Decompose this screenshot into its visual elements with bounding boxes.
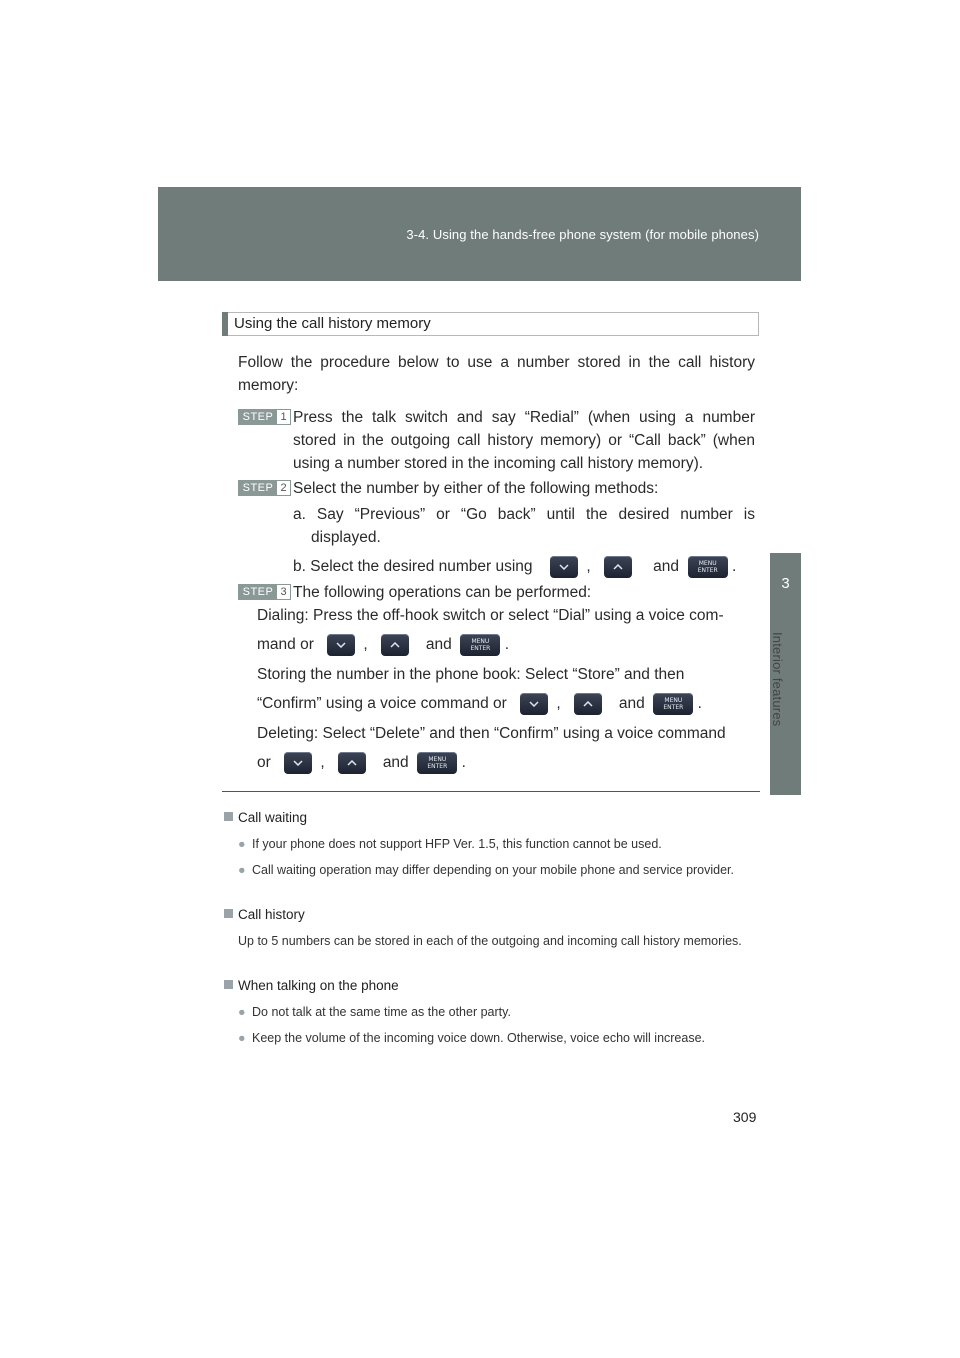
chevron-up-icon bbox=[604, 556, 632, 578]
menu-enter-icon: MENU ENTER bbox=[688, 556, 728, 578]
storing-line-2-text: “Confirm” using a voice command or bbox=[257, 695, 507, 713]
chapter-header bbox=[158, 187, 801, 281]
storing-line-1: Storing the number in the phone book: Select “Store” and then bbox=[257, 666, 685, 683]
and-word: and bbox=[425, 636, 452, 654]
section-divider bbox=[222, 791, 760, 792]
step-3-text: The following operations can be performed: bbox=[293, 584, 592, 601]
bullet-dot-icon: ● bbox=[238, 1031, 246, 1045]
section-title: Using the call history memory bbox=[234, 315, 431, 332]
note-bullet-text: Keep the volume of the incoming voice down. Otherwise, voice echo will increase. bbox=[252, 1031, 706, 1045]
bullet-dot-icon: ● bbox=[238, 837, 246, 851]
dialing-line-2-text: mand or bbox=[257, 636, 314, 654]
note-bullet bbox=[238, 1029, 755, 1048]
menu-enter-icon: MENU ENTER bbox=[653, 693, 693, 715]
period: . bbox=[504, 636, 510, 654]
and-word: and bbox=[653, 558, 680, 576]
step-number: 3 bbox=[277, 585, 290, 599]
note-heading-talking: When talking on the phone bbox=[224, 978, 399, 993]
note-bullet bbox=[238, 1003, 755, 1022]
step-badge-1 bbox=[238, 409, 291, 425]
step-number: 1 bbox=[277, 410, 290, 424]
chevron-up-icon bbox=[381, 634, 409, 656]
section-accent bbox=[222, 312, 228, 336]
square-bullet-icon bbox=[224, 812, 233, 821]
chevron-down-icon bbox=[550, 556, 578, 578]
note-heading-call-waiting: Call waiting bbox=[224, 810, 307, 825]
deleting-line-2 bbox=[257, 752, 466, 774]
note-bullet-text: Do not talk at the same time as the other party. bbox=[252, 1005, 511, 1019]
chapter-number: 3 bbox=[781, 575, 790, 592]
menu-enter-icon: MENU ENTER bbox=[417, 752, 457, 774]
menu-enter-icon: MENU ENTER bbox=[460, 634, 500, 656]
square-bullet-icon bbox=[224, 909, 233, 918]
note-bullet-text: Call waiting operation may differ depending on your mobile phone and service provider. bbox=[252, 863, 735, 877]
deleting-line-2-text: or bbox=[257, 754, 271, 772]
comma: , bbox=[556, 695, 561, 713]
section-title-bar bbox=[222, 312, 759, 336]
step-badge-3 bbox=[238, 584, 291, 600]
period: . bbox=[697, 695, 702, 713]
step-badge-2 bbox=[238, 480, 291, 496]
note-bullet-text: If your phone does not support HFP Ver. 1.5, this function cannot be used. bbox=[252, 837, 662, 851]
square-bullet-icon bbox=[224, 980, 233, 989]
deleting-line-1: Deleting: Select “Delete” and then “Confirm” using a voice command bbox=[257, 725, 726, 742]
and-word: and bbox=[618, 695, 645, 713]
bullet-dot-icon: ● bbox=[238, 1005, 246, 1019]
chevron-down-icon bbox=[327, 634, 355, 656]
and-word: and bbox=[382, 754, 409, 772]
chevron-down-icon bbox=[284, 752, 312, 774]
step-2-text: Select the number by either of the following methods: bbox=[293, 480, 659, 497]
step-number: 2 bbox=[277, 481, 290, 495]
section-intro: Follow the procedure below to use a number stored in the call history memory: bbox=[238, 354, 755, 394]
note-heading-call-history: Call history bbox=[224, 907, 305, 922]
step-2-option-a bbox=[293, 503, 755, 549]
comma: , bbox=[320, 754, 325, 772]
chapter-side-label: Interior features bbox=[770, 632, 785, 727]
chevron-up-icon bbox=[338, 752, 366, 774]
bullet-dot-icon: ● bbox=[238, 863, 246, 877]
chapter-title: 3-4. Using the hands-free phone system (for mobile phones) bbox=[406, 227, 759, 242]
note-bullet bbox=[238, 861, 755, 880]
storing-line-2 bbox=[257, 693, 702, 715]
step-2-option-b bbox=[293, 556, 736, 578]
dialing-line-2 bbox=[257, 634, 509, 656]
note-bullet bbox=[238, 835, 755, 854]
step-1-text: Press the talk switch and say “Redial” (when using a number stored in the outgoing call history memory) or “Call back” (when using a number stored in the incoming call history memory). bbox=[293, 409, 755, 472]
step-label: STEP bbox=[239, 481, 277, 495]
note-call-history-text: Up to 5 numbers can be stored in each of the outgoing and incoming call history memories. bbox=[238, 934, 742, 948]
page-number: 309 bbox=[733, 1109, 757, 1125]
dialing-line-1: Dialing: Press the off-hook switch or select “Dial” using a voice com- bbox=[257, 607, 724, 624]
comma: , bbox=[586, 558, 591, 576]
period: . bbox=[731, 558, 737, 576]
step-2-option-a-text: a. Say “Previous” or “Go back” until the desired number is displayed. bbox=[293, 506, 755, 546]
chevron-down-icon bbox=[520, 693, 548, 715]
period: . bbox=[461, 754, 466, 772]
comma: , bbox=[363, 636, 368, 654]
chevron-up-icon bbox=[574, 693, 602, 715]
step-label: STEP bbox=[239, 410, 277, 424]
step-2-option-b-text: b. Select the desired number using bbox=[293, 558, 533, 576]
step-label: STEP bbox=[239, 585, 277, 599]
